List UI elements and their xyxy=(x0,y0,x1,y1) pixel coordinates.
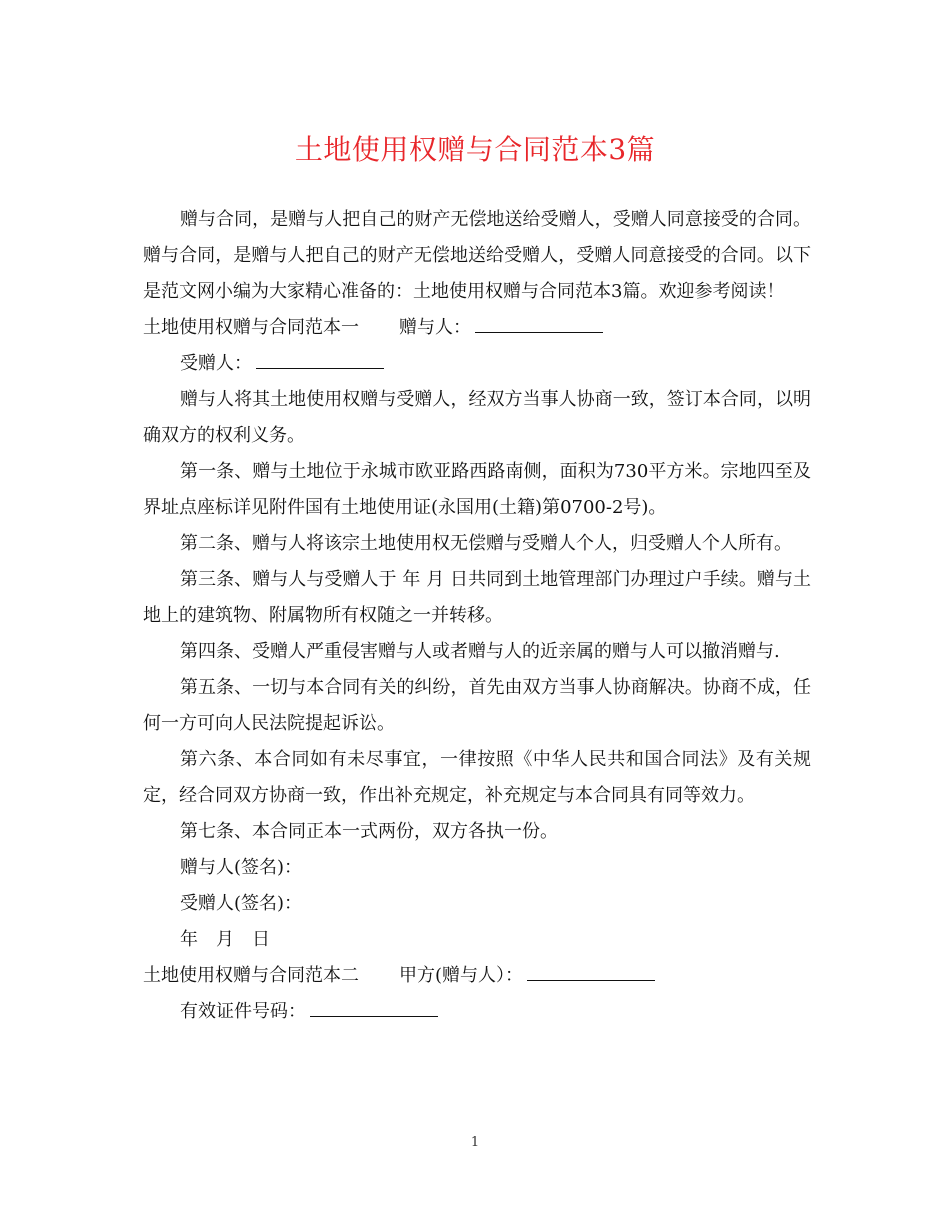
signature-date: 年 月 日 xyxy=(180,929,270,950)
id-number-blank xyxy=(310,994,438,1017)
document-body xyxy=(143,202,811,1030)
article-3: 第三条、赠与人与受赠人于 年 月 日共同到土地管理部门办理过户手续。赠与土地上的建筑物、附属物所有权随之一并转移。 xyxy=(143,569,811,626)
page-number: 1 xyxy=(470,1135,480,1150)
section2-heading: 土地使用权赠与合同范本二 xyxy=(143,965,359,986)
article-1: 第一条、赠与土地位于永城市欧亚路西路南侧，面积为730平方米。宗地四至及界址点座标详见附件国有土地使用证(永国用(土籍)第0700-2号)。 xyxy=(143,461,811,518)
document-title: 土地使用权赠与合同范本3篇 xyxy=(294,133,656,166)
donee-label: 受赠人： xyxy=(180,353,252,374)
party-a-blank xyxy=(527,958,655,981)
section2-heading-line xyxy=(143,958,811,994)
donee-line xyxy=(143,346,811,382)
article-7: 第七条、本合同正本一式两份，双方各执一份。 xyxy=(180,821,558,842)
section1-heading-line xyxy=(143,310,811,346)
donor-label: 赠与人： xyxy=(399,317,471,338)
donor-signature: 赠与人(签名)： xyxy=(180,857,303,878)
preamble-paragraph: 赠与人将其土地使用权赠与受赠人，经双方当事人协商一致，签订本合同，以明确双方的权利义务。 xyxy=(143,389,811,446)
article-5: 第五条、一切与本合同有关的纠纷，首先由双方当事人协商解决。协商不成，任何一方可向人民法院提起诉讼。 xyxy=(143,677,811,734)
section1-heading: 土地使用权赠与合同范本一 xyxy=(143,317,359,338)
donee-blank xyxy=(256,346,384,369)
article-4: 第四条、受赠人严重侵害赠与人或者赠与人的近亲属的赠与人可以撤消赠与. xyxy=(180,641,780,662)
article-2: 第二条、赠与人将该宗土地使用权无偿赠与受赠人个人，归受赠人个人所有。 xyxy=(180,533,792,554)
donor-blank xyxy=(475,310,603,333)
donee-signature: 受赠人(签名)： xyxy=(180,893,303,914)
id-number-label: 有效证件号码： xyxy=(180,1001,306,1022)
party-a-label: 甲方(赠与人）： xyxy=(399,965,524,986)
id-number-line xyxy=(143,994,811,1030)
article-6: 第六条、本合同如有未尽事宜，一律按照《中华人民共和国合同法》及有关规定，经合同双方协商一致，作出补充规定，补充规定与本合同具有同等效力。 xyxy=(143,749,811,806)
intro-paragraph: 赠与合同，是赠与人把自己的财产无偿地送给受赠人，受赠人同意接受的合同。赠与合同，是赠与人把自己的财产无偿地送给受赠人，受赠人同意接受的合同。以下是范文网小编为大家精心准备的：土地使用权赠与合同范本3篇。欢迎参考阅读！ xyxy=(143,209,811,302)
